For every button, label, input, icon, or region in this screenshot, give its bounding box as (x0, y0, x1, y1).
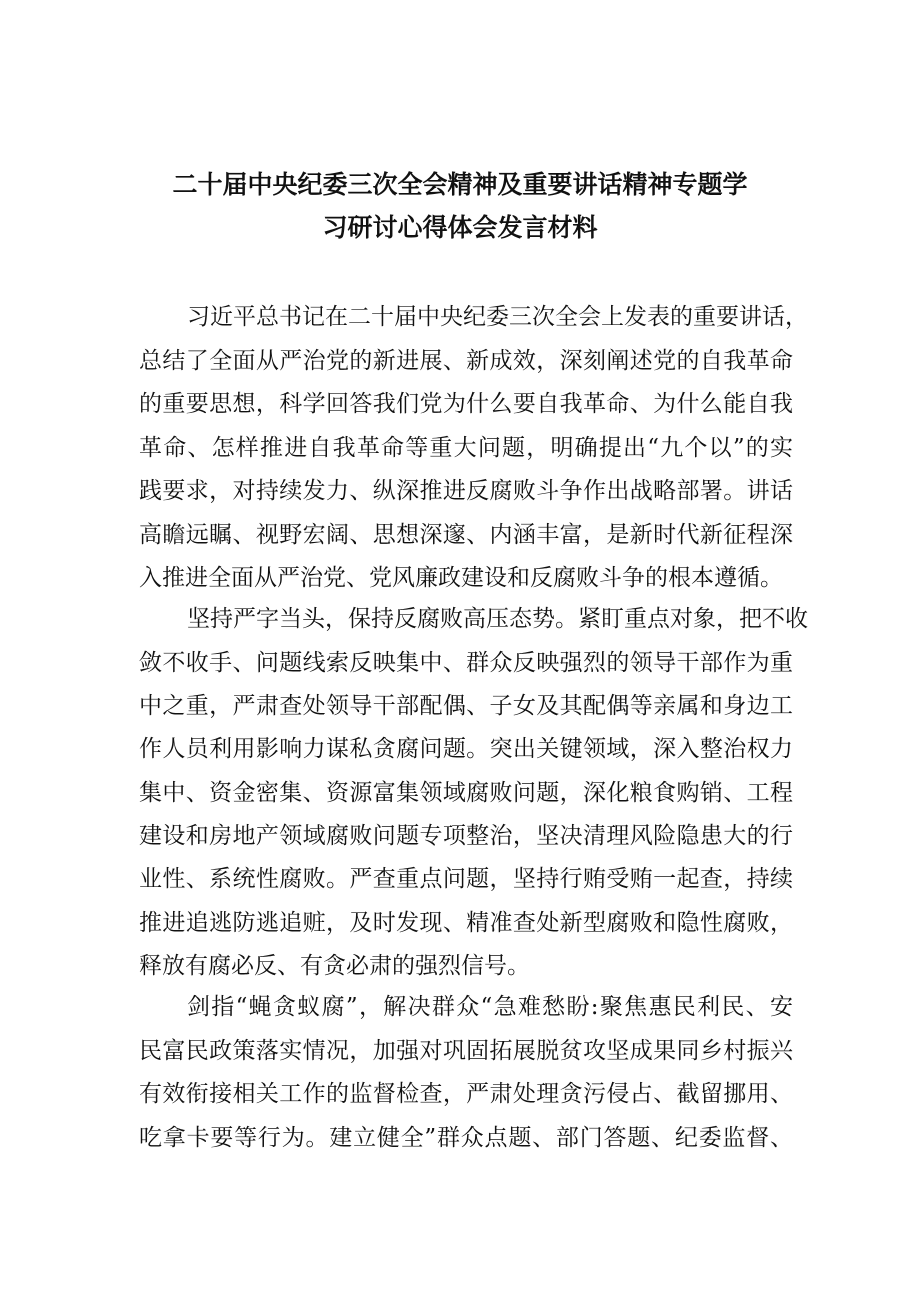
paragraph-line: 坚持严字当头，保持反腐败高压态势。紧盯重点对象，把不收 (187, 606, 808, 632)
paragraph-line: 集中、资金密集、资源富集领域腐败问题，深化粮食购销、工程 (139, 780, 793, 806)
paragraph-line: 民富民政策落实情况，加强对巩固拓展脱贫攻坚成果同乡村振兴 (139, 1038, 793, 1064)
paragraph-line: 总结了全面从严治党的新进展、新成效，深刻阐述党的自我革命 (139, 348, 793, 374)
paragraph-line: 习近平总书记在二十届中央纪委三次全会上发表的重要讲话， (187, 304, 808, 330)
paragraph-line: 革命、怎样推进自我革命等重大问题，明确提出“九个以”的实 (139, 435, 793, 461)
paragraph-line: 释放有腐必反、有贪必肃的强烈信号。 (139, 953, 530, 979)
paragraph-line: 建设和房地产领域腐败问题专项整治，坚决清理风险隐患大的行 (139, 823, 793, 849)
paragraph-line: 敛不收手、问题线索反映集中、群众反映强烈的领导干部作为重 (139, 650, 793, 676)
paragraph-line: 入推进全面从严治党、党风廉政建设和反腐败斗争的根本遵循。 (139, 565, 783, 591)
paragraph-line: 的重要思想，科学回答我们党为什么要自我革命、为什么能自我 (139, 391, 793, 417)
document-title-line-2: 习研讨心得体会发言材料 (322, 213, 598, 242)
document-title-line-1: 二十届中央纪委三次全会精神及重要讲话精神专题学 (172, 170, 748, 199)
paragraph-line: 吃拿卡要等行为。建立健全”群众点题、部门答题、纪委监督、 (139, 1125, 793, 1151)
paragraph-line: 推进追逃防逃追赃，及时发现、精准查处新型腐败和隐性腐败， (139, 910, 793, 936)
paragraph-line: 业性、系统性腐败。严查重点问题，坚持行贿受贿一起查，持续 (139, 866, 793, 892)
paragraph-line: 践要求，对持续发力、纵深推进反腐败斗争作出战略部署。讲话 (139, 478, 793, 504)
paragraph-line: 剑指“蝇贪蚁腐”，解决群众“急难愁盼:聚焦惠民利民、安 (187, 994, 793, 1020)
paragraph-line: 中之重，严肃查处领导干部配偶、子女及其配偶等亲属和身边工 (139, 693, 793, 719)
paragraph-line: 高瞻远瞩、视野宏阔、思想深邃、内涵丰富，是新时代新征程深 (139, 522, 793, 548)
paragraph-line: 作人员利用影响力谋私贪腐问题。突出关键领域，深入整治权力 (139, 736, 793, 762)
paragraph-line: 有效衔接相关工作的监督检查，严肃处理贪污侵占、截留挪用、 (139, 1081, 793, 1107)
